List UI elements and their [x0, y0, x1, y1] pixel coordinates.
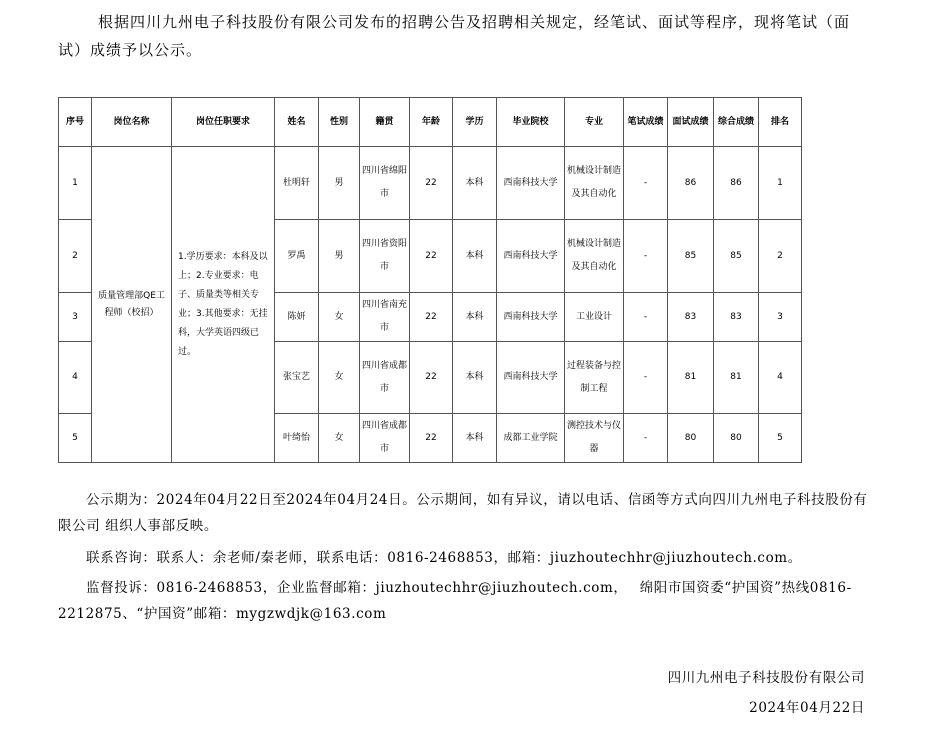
cell-rank: 2	[759, 220, 802, 293]
cell-degree: 本科	[453, 293, 497, 342]
cell-no: 5	[59, 414, 92, 463]
cell-degree: 本科	[453, 414, 497, 463]
cell-total-score: 81	[714, 342, 759, 414]
cell-degree: 本科	[453, 220, 497, 293]
results-table	[58, 97, 802, 463]
cell-gender: 男	[319, 147, 360, 220]
cell-origin: 四川省资阳市	[360, 220, 410, 293]
cell-no: 3	[59, 293, 92, 342]
cell-interview-score: 83	[668, 293, 714, 342]
cell-no: 1	[59, 147, 92, 220]
cell-origin: 四川省南充市	[360, 293, 410, 342]
cell-rank: 5	[759, 414, 802, 463]
header-age: 年龄	[410, 98, 453, 147]
supervision-paragraph: 监督投诉：0816-2468853，企业监督邮箱：jiuzhoutechhr@jiuzhoutech.com， 绵阳市国资委“护国资”热线0816-2212875、“护国资”邮箱：mygzwdjk@163.com	[58, 580, 852, 622]
cell-interview-score: 80	[668, 414, 714, 463]
cell-gender: 女	[319, 293, 360, 342]
header-major: 专业	[565, 98, 624, 147]
cell-interview-score: 81	[668, 342, 714, 414]
header-total-score: 综合成绩	[714, 98, 759, 147]
cell-school: 西南科技大学	[497, 147, 565, 220]
cell-gender: 女	[319, 342, 360, 414]
cell-school: 西南科技大学	[497, 293, 565, 342]
header-school: 毕业院校	[497, 98, 565, 147]
cell-degree: 本科	[453, 342, 497, 414]
cell-interview-score: 86	[668, 147, 714, 220]
cell-origin: 四川省成都市	[360, 342, 410, 414]
cell-name: 张宝艺	[275, 342, 319, 414]
cell-name: 陈妍	[275, 293, 319, 342]
cell-interview-score: 85	[668, 220, 714, 293]
cell-school: 成都工业学院	[497, 414, 565, 463]
cell-degree: 本科	[453, 147, 497, 220]
header-origin: 籍贯	[360, 98, 410, 147]
header-position: 岗位名称	[92, 98, 172, 147]
cell-position: 质量管理部QE工程师（校招）	[92, 147, 172, 463]
cell-no: 2	[59, 220, 92, 293]
cell-age: 22	[410, 342, 453, 414]
cell-origin: 四川省成都市	[360, 414, 410, 463]
cell-total-score: 86	[714, 147, 759, 220]
table-header-row	[59, 98, 802, 147]
cell-requirements: 1.学历要求：本科及以上；2.专业要求：电子、质量类等相关专业；3.其他要求：无挂科，大学英语四级已过。	[172, 147, 275, 463]
cell-gender: 女	[319, 414, 360, 463]
cell-rank: 4	[759, 342, 802, 414]
contact-paragraph: 联系咨询：联系人：余老师/秦老师，联系电话：0816-2468853，邮箱：jiuzhoutechhr@jiuzhoutech.com。	[86, 550, 802, 566]
header-requirements: 岗位任职要求	[172, 98, 275, 147]
cell-major: 工业设计	[565, 293, 624, 342]
cell-written-score: -	[624, 414, 668, 463]
header-written-score: 笔试成绩	[624, 98, 668, 147]
cell-total-score: 85	[714, 220, 759, 293]
cell-written-score: -	[624, 342, 668, 414]
cell-school: 西南科技大学	[497, 220, 565, 293]
signature-date: 2024年04月22日	[749, 700, 865, 716]
cell-major: 机械设计制造及其自动化	[565, 147, 624, 220]
cell-name: 罗禹	[275, 220, 319, 293]
cell-major: 过程装备与控制工程	[565, 342, 624, 414]
cell-gender: 男	[319, 220, 360, 293]
cell-major: 机械设计制造及其自动化	[565, 220, 624, 293]
cell-age: 22	[410, 220, 453, 293]
cell-age: 22	[410, 293, 453, 342]
intro-paragraph	[58, 8, 858, 64]
cell-rank: 1	[759, 147, 802, 220]
cell-total-score: 83	[714, 293, 759, 342]
cell-name: 杜明轩	[275, 147, 319, 220]
table-row	[59, 147, 802, 220]
cell-written-score: -	[624, 220, 668, 293]
cell-name: 叶绮怡	[275, 414, 319, 463]
header-gender: 性别	[319, 98, 360, 147]
cell-origin: 四川省绵阳市	[360, 147, 410, 220]
cell-age: 22	[410, 147, 453, 220]
notice-paragraph: 公示期为：2024年04月22日至2024年04月24日。公示期间，如有异议，请以电话、信函等方式向四川九州电子科技股份有限公司 组织人事部反映。	[58, 492, 868, 534]
company-signature: 四川九州电子科技股份有限公司	[667, 670, 865, 686]
cell-total-score: 80	[714, 414, 759, 463]
cell-age: 22	[410, 414, 453, 463]
cell-no: 4	[59, 342, 92, 414]
header-no: 序号	[59, 98, 92, 147]
cell-written-score: -	[624, 147, 668, 220]
header-interview-score: 面试成绩	[668, 98, 714, 147]
cell-major: 测控技术与仪器	[565, 414, 624, 463]
header-degree: 学历	[453, 98, 497, 147]
cell-rank: 3	[759, 293, 802, 342]
header-rank: 排名	[759, 98, 802, 147]
cell-school: 西南科技大学	[497, 342, 565, 414]
cell-written-score: -	[624, 293, 668, 342]
intro-text: 根据四川九州电子科技股份有限公司发布的招聘公告及招聘相关规定，经笔试、面试等程序，现将笔试（面试）成绩予以公示。	[58, 13, 851, 59]
header-name: 姓名	[275, 98, 319, 147]
